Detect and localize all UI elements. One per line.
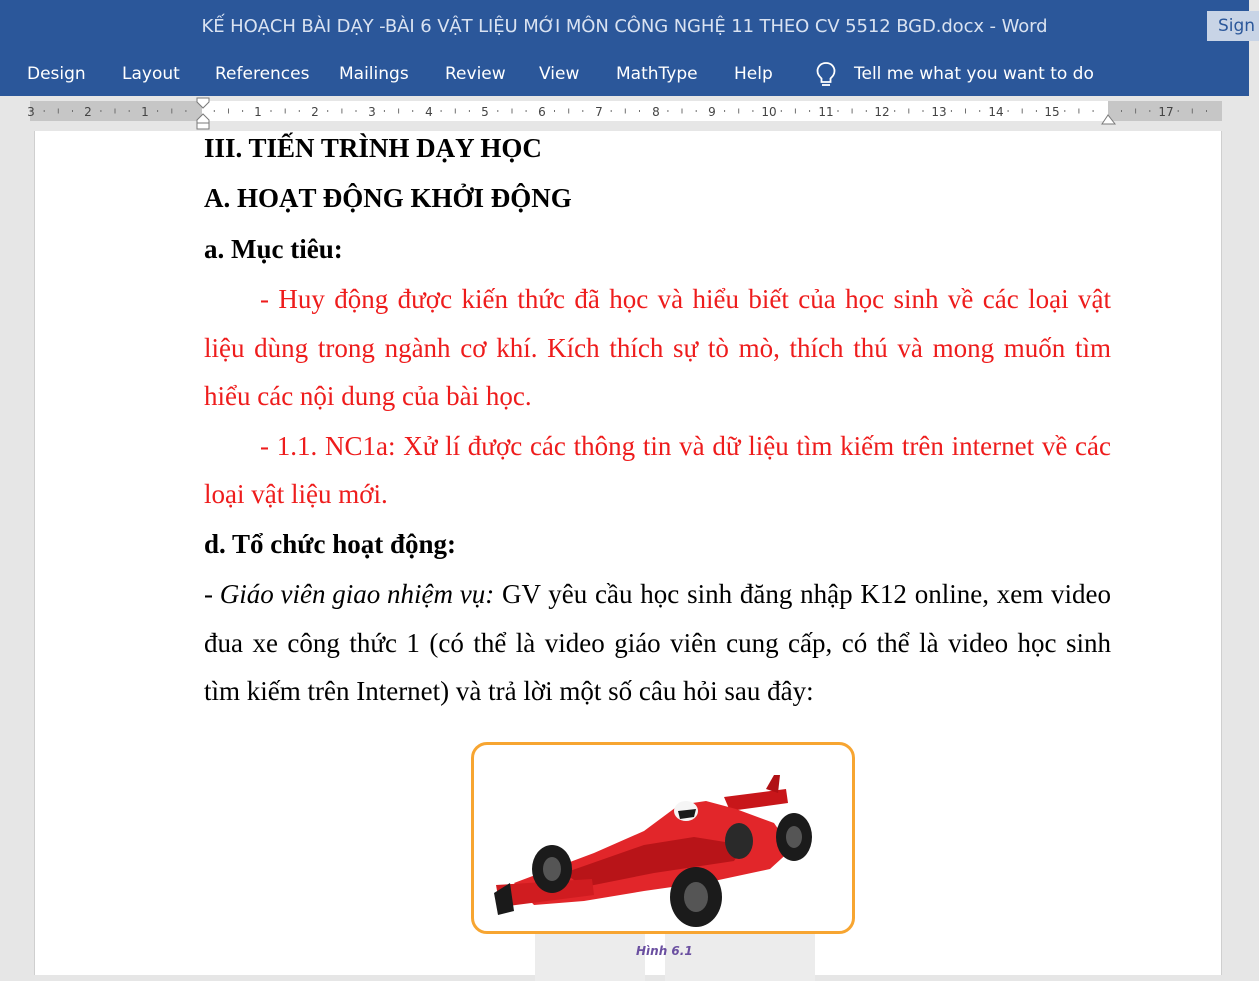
task-line [204,579,1111,610]
lightbulb-icon[interactable] [815,61,837,89]
ruler-label: 13 [931,105,947,119]
title-bar [0,0,1256,52]
sign-in-button[interactable]: Sign [1207,11,1259,41]
goal-label: a. Mục tiêu: [204,234,343,264]
figure-caption: Hình 6.1 [636,944,693,958]
window-title: KẾ HOẠCH BÀI DẠY -BÀI 6 VẬT LIỆU MỚI MÔN CÔNG NGHỆ 11 THEO CV 5512 BGD.docx - Word [201,16,1048,37]
tab-view[interactable]: View [539,64,580,84]
ruler-label: 3 [27,105,35,119]
organization-label: d. Tổ chức hoạt động: [204,529,457,559]
ruler-label: 1 [141,105,149,119]
tab-design[interactable]: Design [27,64,86,84]
task-italic-label: Giáo viên giao nhiệm vụ: [219,579,495,609]
goal-paragraph-line: - Huy động được kiến thức đã học và hiểu biết của học sinh về các loại vật [260,284,1111,314]
ruler-label: 6 [538,105,546,119]
ruler-label: 5 [481,105,489,119]
goal-paragraph-line: liệu dùng trong ngành cơ khí. Kích thích sự tò mò, thích thú và mong muốn tìm [204,333,1111,363]
ruler-label: 2 [311,105,319,119]
ruler-label: 2 [84,105,92,119]
ruler-label: 7 [595,105,603,119]
tab-mailings[interactable]: Mailings [339,64,409,84]
left-indent-marker[interactable] [197,123,209,129]
task-dash: - [204,579,220,609]
ruler-label: 1 [254,105,262,119]
tab-mathtype[interactable]: MathType [616,64,698,84]
ruler-label: 3 [368,105,376,119]
ruler-label: 15 [1044,105,1060,119]
ruler-label: 17 [1158,105,1174,119]
ruler-label: 4 [425,105,433,119]
horizontal-ruler[interactable] [0,96,1249,131]
heading-activity: A. HOẠT ĐỘNG KHỞI ĐỘNG [204,183,572,213]
race-car-image [474,745,852,931]
task-line: đua xe công thức 1 (có thể là video giáo viên cung cấp, có thể là video học sinh [204,628,1111,658]
task-text: GV yêu cầu học sinh đăng nhập K12 online, xem video [494,579,1111,609]
tab-layout[interactable]: Layout [122,64,180,84]
tab-review[interactable]: Review [445,64,506,84]
heading-process: III. TIẾN TRÌNH DẠY HỌC [204,133,542,163]
ruler-label: 9 [708,105,716,119]
ruler-label: 11 [818,105,834,119]
tell-me-search[interactable]: Tell me what you want to do [854,64,1094,84]
goal-paragraph-line: loại vật liệu mới. [204,479,388,509]
ruler-label: 8 [652,105,660,119]
task-line: tìm kiếm trên Internet) và trả lời một số câu hỏi sau đây: [204,676,814,706]
ruler-label: 10 [761,105,777,119]
tab-references[interactable]: References [215,64,310,84]
goal-paragraph-line: hiểu các nội dung của bài học. [204,381,532,411]
figure-image[interactable] [471,742,855,934]
document-page[interactable] [34,131,1222,975]
ruler-label: 12 [874,105,890,119]
ribbon-tabs [0,52,1249,96]
tab-help[interactable]: Help [734,64,773,84]
goal-paragraph-line: - 1.1. NC1a: Xử lí được các thông tin và dữ liệu tìm kiếm trên internet về các [260,431,1111,461]
ruler-label: 14 [988,105,1004,119]
